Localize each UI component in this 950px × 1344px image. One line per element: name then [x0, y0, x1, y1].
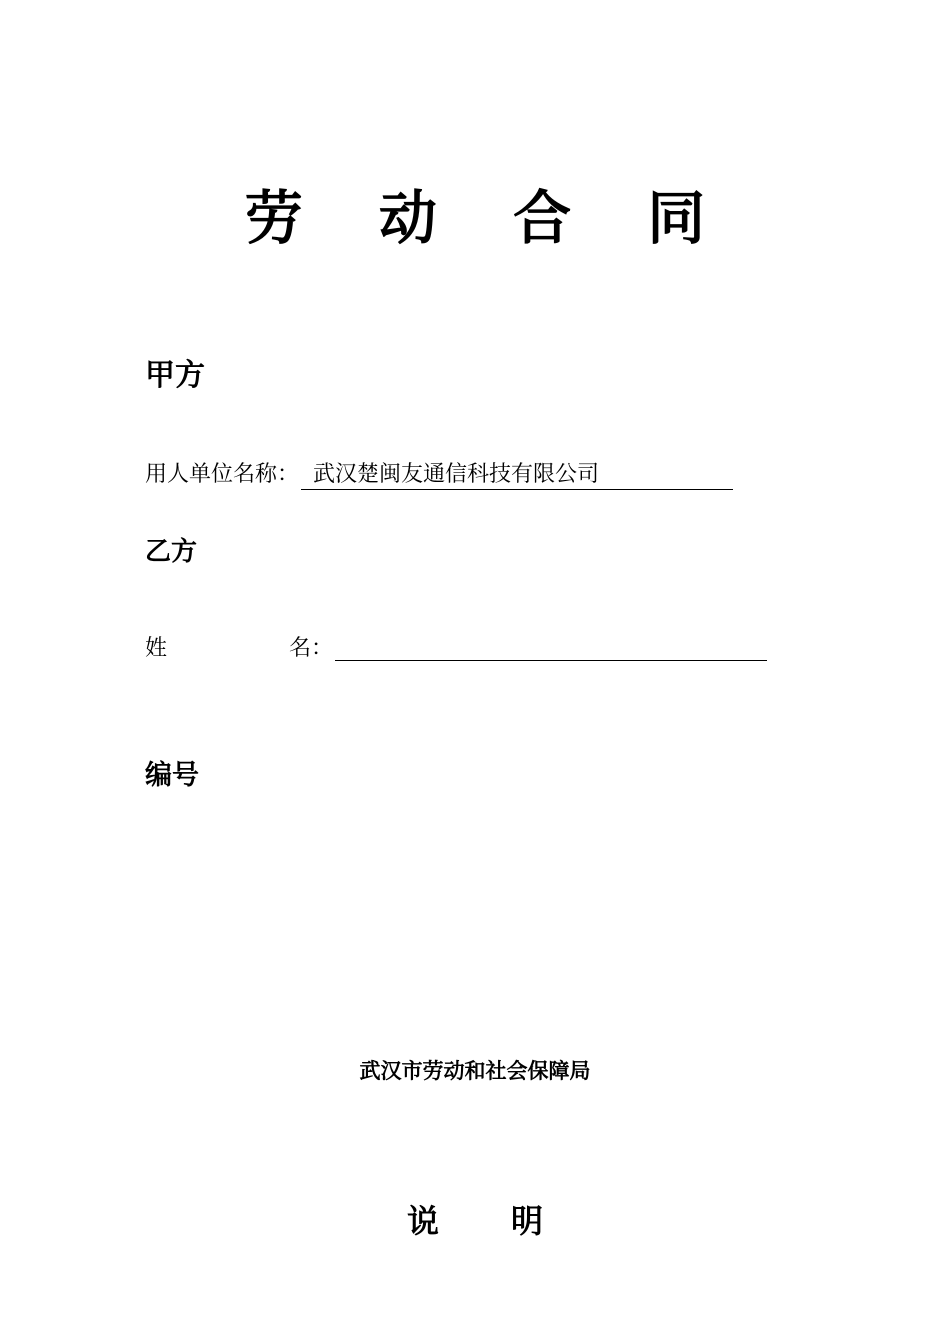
name-blank-line: [335, 660, 767, 661]
contract-title: 劳 动 合 同: [244, 184, 734, 252]
employer-value: 武汉楚闽友通信科技有限公司: [301, 461, 733, 490]
employer-field: [145, 460, 733, 490]
explanation-heading: [0, 1198, 950, 1244]
explanation-heading-first: 说: [406, 1202, 439, 1240]
party-a-heading: 甲方: [145, 358, 205, 393]
employer-label: 用人单位名称：: [145, 462, 300, 487]
name-label-second-char: 名：: [289, 636, 334, 661]
explanation-heading-second: 明: [511, 1202, 544, 1240]
issuing-authority: 武汉市劳动和社会保障局: [359, 1058, 591, 1083]
name-label-first-char: 姓: [145, 636, 168, 661]
contract-number-heading: 编号: [145, 760, 199, 791]
party-b-heading: 乙方: [145, 537, 198, 567]
